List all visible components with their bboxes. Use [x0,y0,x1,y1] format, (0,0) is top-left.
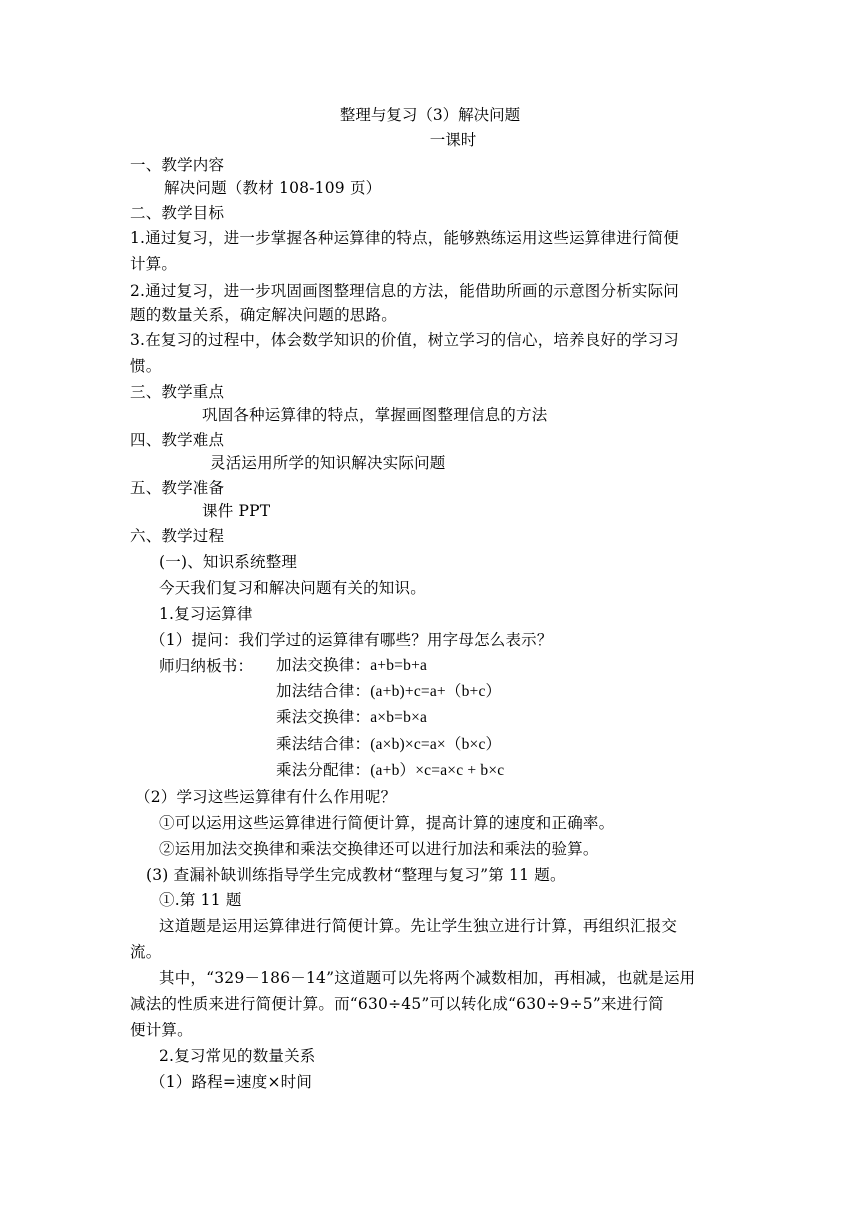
paragraph-line: ②运用加法交换律和乘法交换律还可以进行加法和乘法的验算。 [159,840,599,858]
law-add-associative: 加法结合律：(a+b)+c=a+（b+c） [276,683,502,700]
paragraph-line: 1.通过复习，进一步掌握各种运算律的特点，能够熟练运用这些运算律进行简便 [130,229,679,247]
paragraph-line: （1）提问：我们学过的运算律有哪些？用字母怎么表示？ [150,631,553,649]
paragraph-line: 解决问题（教材 108-109 页） [164,179,382,197]
paragraph-line: 这道题是运用运算律进行简便计算。先让学生独立进行计算，再组织汇报交 [159,917,678,935]
section-heading-key-points: 三、教学重点 [130,383,225,401]
law-mul-commutative: 乘法交换律：a×b=b×a [276,709,428,726]
paragraph-line: （1）路程=速度×时间 [150,1073,313,1091]
paragraph-line: 其中，“329－186－14”这道题可以先将两个减数相加，再相减，也就是运用 [159,969,696,987]
paragraph-line: （2）学习这些运算律有什么作用呢？ [135,788,397,806]
paragraph-line: 巩固各种运算律的特点，掌握画图整理信息的方法 [202,406,548,424]
paragraph-line: (一)、知识系统整理 [159,553,298,571]
section-heading-goals: 二、教学目标 [130,204,225,222]
paragraph-line: 流。 [130,943,162,961]
law-distributive: 乘法分配律：(a+b）×c=a×c + b×c [276,762,505,779]
paragraph-line: 灵活运用所学的知识解决实际问题 [210,454,446,472]
paragraph-line: 2.复习常见的数量关系 [159,1047,316,1065]
section-heading-process: 六、教学过程 [130,527,225,545]
section-heading-content: 一、教学内容 [130,156,225,174]
paragraph-line: 便计算。 [130,1021,193,1039]
document-subtitle: 一课时 [429,131,477,149]
paragraph-line: 题的数量关系，确定解决问题的思路。 [130,306,397,324]
section-heading-preparation: 五、教学准备 [130,479,225,497]
paragraph-line: 3.在复习的过程中，体会数学知识的价值，树立学习的信心，培养良好的学习习 [130,331,679,349]
document-title: 整理与复习（3）解决问题 [339,106,521,124]
paragraph-line: 计算。 [130,255,178,273]
board-label: 师归纳板书： [159,657,254,675]
paragraph-line: ①.第 11 题 [159,891,242,909]
section-heading-difficulties: 四、教学难点 [130,431,225,449]
paragraph-line: (3) 查漏补缺训练指导学生完成教材“整理与复习”第 11 题。 [146,866,566,884]
law-add-commutative: 加法交换律：a+b=b+a [276,657,428,674]
paragraph-line: 2.通过复习，进一步巩固画图整理信息的方法，能借助所画的示意图分析实际问 [130,282,679,300]
paragraph-line: 课件 PPT [202,502,271,520]
law-mul-associative: 乘法结合律：(a×b)×c=a×（b×c） [276,736,502,753]
paragraph-line: 惯。 [130,357,162,375]
paragraph-line: 今天我们复习和解决问题有关的知识。 [159,579,426,597]
paragraph-line: 减法的性质来进行简便计算。而“630÷45”可以转化成“630÷9÷5”来进行简 [130,995,664,1013]
paragraph-line: ①可以运用这些运算律进行简便计算，提高计算的速度和正确率。 [159,814,615,832]
paragraph-line: 1.复习运算律 [159,605,253,623]
